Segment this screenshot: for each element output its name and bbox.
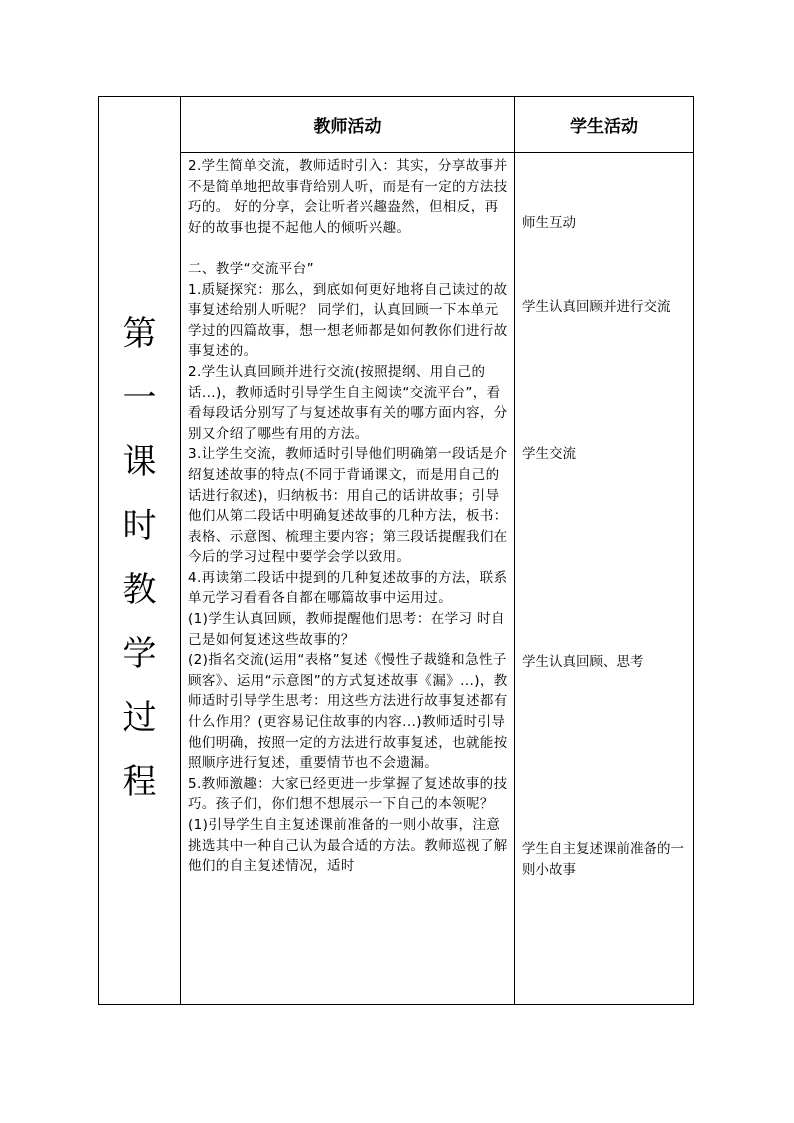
side-title-char: 时: [122, 506, 157, 546]
lesson-section-title: [99, 302, 180, 814]
side-title-char: 程: [122, 762, 157, 802]
header-divider: [180, 152, 693, 153]
teacher-paragraph: (1)学生认真回顾，教师提醒他们思考：在学习 时自己是如何复述这些故事的？: [188, 611, 505, 648]
teacher-activity-header: 教师活动: [313, 117, 382, 137]
column-divider: [514, 97, 515, 1004]
teacher-paragraph: 3.让学生交流，教师适时引导他们明确第一段话是介绍复述故事的特点(不同于背诵课文，而是用自己的话进行叙述)，归纳板书：用自己的话讲故事；引导他们从第二段话中明确复述故事的几种方法，板书：表格、示意图、梳理主要内容；第三段话提醒我们在今后的学习过程中要学会学以致用。: [188, 446, 508, 566]
teacher-paragraph: (1)引导学生自主复述课前准备的一则小故事，注意挑选其中一种自己认为最合适的方法。教师巡视了解他们的自主复述情况，适时: [188, 817, 508, 875]
teacher-paragraph: 2.学生认真回顾并进行交流(按照提纲、用自己的话...)，教师适时引导学生自主阅读“交流平台”，看看每段话分别写了与复述故事有关的哪方面内容，分别又介绍了哪些有用的方法。: [188, 363, 508, 442]
paragraph-spacer: [188, 238, 510, 259]
teacher-paragraph: 4.再读第二段话中提到的几种复述故事的方法，联系单元学习看看各自都在哪篇故事中运用过。: [188, 569, 508, 607]
teacher-activity-content: [188, 156, 510, 877]
teacher-paragraph: 2.学生简单交流，教师适时引入：其实，分享故事并不是简单地把故事背给别人听，而是有一定的方法技巧的。 好的分享，会让听者兴趣盎然，但相反，再好的故事也提不起他人的倾听兴趣。: [188, 158, 508, 236]
student-note: 学生交流: [522, 446, 576, 462]
side-title-char: 教: [122, 570, 157, 610]
side-title-char: 过: [122, 698, 157, 738]
side-title-char: 学: [122, 634, 157, 674]
student-note: 学生认真回顾并进行交流: [522, 299, 671, 315]
teacher-paragraph: (2)指名交流(运用“表格”复述《慢性子裁缝和急性子顾客》、运用“示意图”的方式复述故事《漏》...)，教师适时引导学生思考：用这些方法进行故事复述都有什么作用？(更容易记住故事的内容...)教师适时引导他们明确，按照一定的方法进行故事复述，也就能按照顺序进行复述，重要情节也不会遗漏。: [188, 652, 508, 772]
lesson-table: [98, 96, 694, 1005]
student-note: 学生自主复述课前准备的一则小故事: [522, 841, 684, 878]
side-title-char: 第: [122, 314, 157, 354]
side-title-char: 一: [122, 378, 157, 418]
student-activity-header: 学生活动: [570, 117, 638, 137]
teacher-paragraph: 1.质疑探究：那么，到底如何更好地将自己读过的故事复述给别人听呢？ 同学们，认真回顾一下本单元学过的四篇故事，想一想老师都是如何教你们进行故事复述的。: [188, 281, 508, 360]
teacher-section-heading: 二、教学“交流平台”: [188, 260, 314, 277]
student-note: 师生互动: [522, 215, 576, 231]
column-divider: [180, 97, 181, 1004]
student-note: 学生认真回顾、思考: [522, 654, 644, 670]
teacher-paragraph: 5.教师激趣：大家已经更进一步掌握了复述故事的技巧。孩子们，你们想不想展示一下自己的本领呢？: [188, 775, 508, 813]
side-title-char: 课: [122, 442, 157, 482]
